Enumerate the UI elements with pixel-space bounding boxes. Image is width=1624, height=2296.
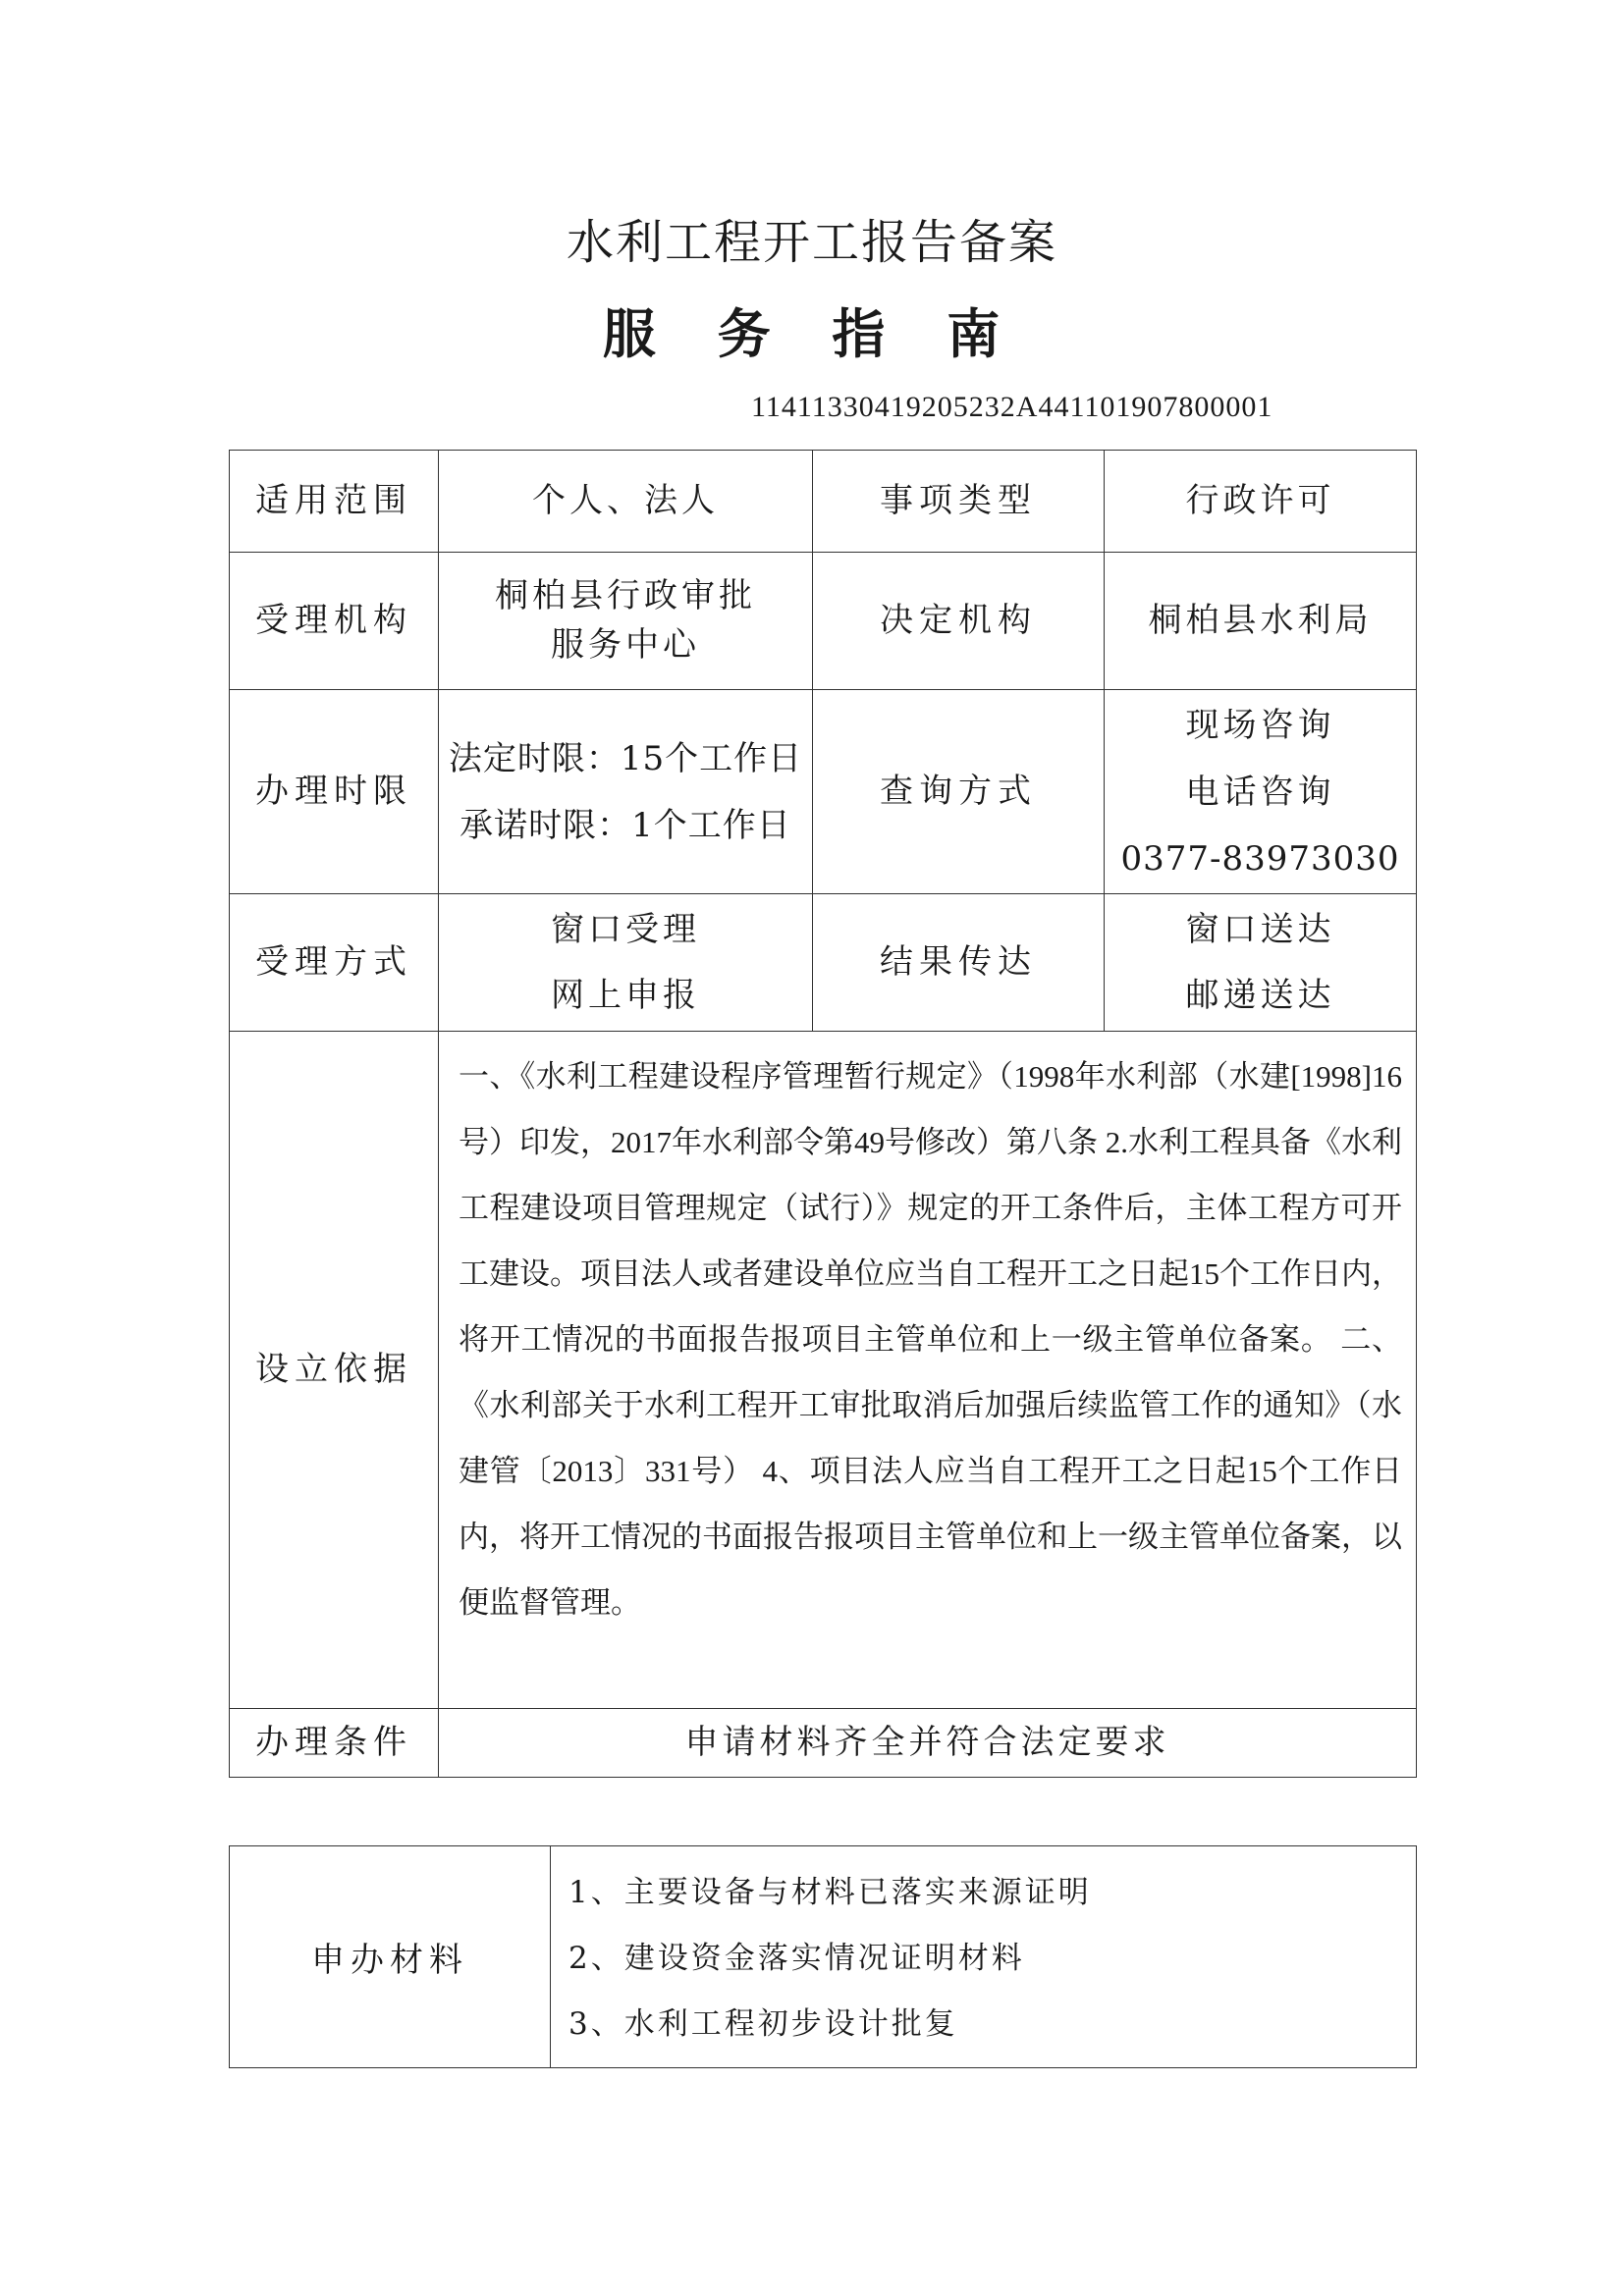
deciding-agency-label: 决定机构 [813,553,1105,690]
row-acceptance [230,894,1417,1032]
materials-label: 申办材料 [230,1846,551,2068]
materials-table [229,1845,1417,2068]
materials-list [551,1846,1417,2068]
acceptance-method-value [439,894,813,1032]
material-item-3: 3、水利工程初步设计批复 [568,2006,958,2042]
material-item-2: 2、建设资金落实情况证明材料 [568,1941,1025,1976]
legal-basis-text: 一、《水利工程建设程序管理暂行规定》（1998年水利部（水建[1998]16号）印发，2017年水利部令第49号修改）第八条 2.水利工程具备《水利工程建设项目管理规定（试行）》规定的开工条件后，主体工程方可开工建设。项目法人或者建设单位应当自工程开工之日起15个工作日内，将开工情况的书面报告报项目主管单位和上一级主管单位备案。 二、《水利部关于水利工程开工审批取消后加强后续监管工作的通知》（水建管〔2013〕331号） 4、项目法人应当自工程开工之日起15个工作日内，将开工情况的书面报告报项目主管单位和上一级主管单位备案，以便监督管理。 [439,1032,1417,1709]
acceptance-method-label: 受理方式 [230,894,439,1032]
row-time-limit [230,690,1417,894]
row-materials [230,1846,1417,2068]
row-basis [230,1032,1417,1709]
deciding-agency-value: 桐柏县水利局 [1105,553,1417,690]
acceptance-window: 窗口受理 [551,909,700,949]
conditions-value: 申请材料齐全并符合法定要求 [439,1709,1417,1778]
inquiry-phone: 电话咨询 [1185,772,1335,812]
promised-time-limit: 承诺时限：1个工作日 [460,805,791,845]
item-type-label: 事项类型 [813,451,1105,553]
result-delivery-value [1105,894,1417,1032]
inquiry-onsite: 现场咨询 [1185,705,1335,745]
inquiry-phone-number: 0377-83973030 [1120,838,1400,879]
scope-value: 个人、法人 [439,451,813,553]
result-delivery-label: 结果传达 [813,894,1105,1032]
page-title: 水利工程开工报告备案 [566,215,1057,270]
legal-basis-label: 设立依据 [230,1032,439,1709]
material-item-1: 1、主要设备与材料已落实来源证明 [568,1875,1092,1910]
acceptance-online: 网上申报 [551,975,700,1015]
time-limit-value [439,690,813,894]
service-guide-table [229,450,1417,1778]
accepting-agency-line-2: 服务中心 [551,624,700,665]
time-limit-label: 办理时限 [230,690,439,894]
inquiry-method-value [1105,690,1417,894]
accepting-agency-line-1: 桐柏县行政审批 [495,576,756,616]
document-code: 11411330419205232A441101907800001 [751,391,1273,423]
row-conditions [230,1709,1417,1778]
row-agency [230,553,1417,690]
accepting-agency-value [439,553,813,690]
item-type-value: 行政许可 [1105,451,1417,553]
conditions-label: 办理条件 [230,1709,439,1778]
row-scope [230,451,1417,553]
inquiry-method-label: 查询方式 [813,690,1105,894]
scope-label: 适用范围 [230,451,439,553]
delivery-mail: 邮递送达 [1185,975,1335,1015]
accepting-agency-label: 受理机构 [230,553,439,690]
legal-time-limit: 法定时限：15个工作日 [448,738,803,778]
page-subtitle: 服 务 指 南 [602,303,1022,365]
delivery-window: 窗口送达 [1185,909,1335,949]
